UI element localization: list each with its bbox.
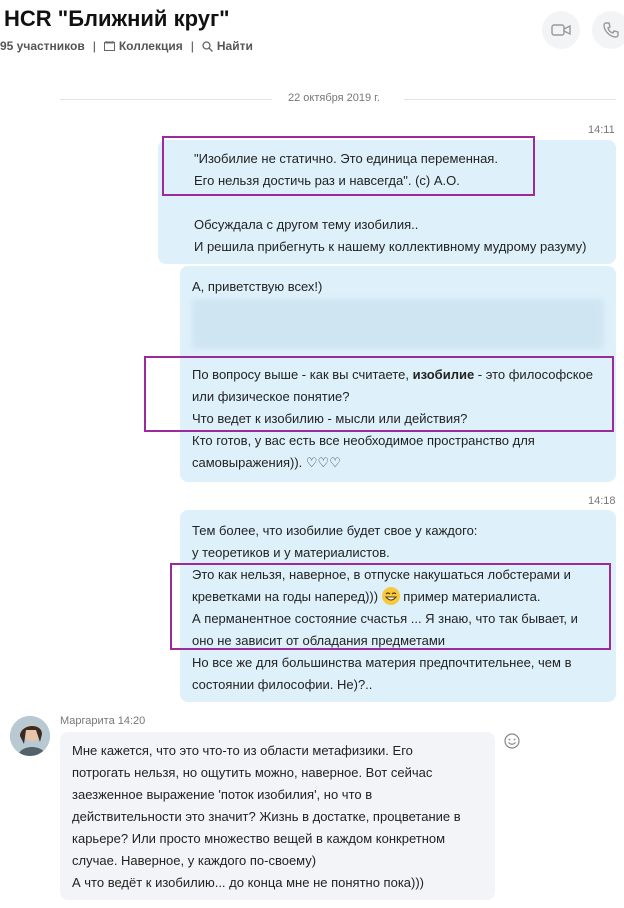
message-line: И решила прибегнуть к нашему коллективному мудрому разуму) bbox=[194, 239, 587, 254]
message-line: А, приветствую всех!) bbox=[192, 279, 323, 294]
message-line: состоянии философии. Не)?.. bbox=[192, 677, 373, 692]
message-line: у теоретиков и у материалистов. bbox=[192, 545, 390, 560]
message-line: действительности это значит? Жизнь в достатке, процветание в bbox=[72, 809, 461, 824]
message-line: Что ведет к изобилию - мысли или действия? bbox=[192, 411, 468, 426]
date-separator bbox=[60, 91, 616, 107]
video-call-button[interactable] bbox=[542, 11, 580, 49]
chat-header bbox=[0, 0, 624, 70]
chat-title[interactable]: HCR "Ближний круг" bbox=[4, 6, 230, 31]
blurred-content bbox=[192, 299, 604, 349]
message-line: Тем более, что изобилие будет свое у каждого: bbox=[192, 523, 478, 538]
message-line: заезженное выражение 'поток изобилия', но что в bbox=[72, 787, 373, 802]
search-icon bbox=[202, 41, 213, 52]
message-line: А перманентное состояние счастья ... Я знаю, что так бывает, и bbox=[192, 611, 578, 626]
find-label: Найти bbox=[216, 39, 253, 53]
audio-call-button[interactable] bbox=[592, 11, 624, 49]
message-line: "Изобилие не статично. Это единица переменная. bbox=[194, 151, 498, 166]
message-line: оно не зависит от обладания предметами bbox=[192, 633, 446, 648]
message-line: Мне кажется, что это что-то из области метафизики. Его bbox=[72, 743, 413, 758]
avatar[interactable] bbox=[10, 716, 50, 756]
reaction-button[interactable] bbox=[503, 732, 521, 750]
message-line: Обсуждала с другом тему изобилия.. bbox=[194, 217, 419, 232]
highlight-box bbox=[144, 356, 614, 432]
message-line: карьере? Или просто множество вещей в каждом конкретном bbox=[72, 831, 446, 846]
message-line: или физическое понятие? bbox=[192, 389, 350, 404]
message-line: По вопросу выше - как вы считаете, изобилие - это философское bbox=[192, 367, 594, 382]
message-line: Кто готов, у вас есть все необходимое пространство для bbox=[192, 433, 535, 448]
collection-icon bbox=[104, 41, 115, 51]
collection-link[interactable] bbox=[104, 39, 183, 53]
sender-name: Маргарита 14:20 bbox=[60, 715, 146, 727]
date-label: 22 октября 2019 г. bbox=[288, 92, 380, 104]
message-line: потрогать нельзя, но ощутить можно, наверное. Вот сейчас bbox=[72, 765, 433, 780]
message-line: Его нельзя достичь раз и навсегда". (с) А.О. bbox=[194, 173, 460, 188]
chat-subbar bbox=[0, 39, 253, 53]
message-time: 14:11 bbox=[588, 124, 615, 136]
phone-icon bbox=[602, 21, 620, 39]
find-link[interactable] bbox=[202, 39, 253, 53]
separator: | bbox=[190, 39, 194, 53]
collection-label: Коллекция bbox=[118, 39, 183, 53]
message-time: 14:18 bbox=[588, 495, 616, 507]
message-line: креветками на годы наперед))) пример материалиста. bbox=[192, 589, 541, 604]
separator: | bbox=[92, 39, 96, 53]
message-line: А что ведёт к изобилию... до конца мне не понятно пока))) bbox=[72, 875, 425, 890]
message-line: Но все же для большинства материя предпочтительнее, чем в bbox=[192, 655, 572, 670]
members-count[interactable]: 95 участников bbox=[0, 39, 85, 53]
message-line: Это как нельзя, наверное, в отпуске накушаться лобстерами и bbox=[192, 567, 571, 582]
video-camera-icon bbox=[551, 23, 571, 37]
message-line: случае. Наверное, у каждого по-своему) bbox=[72, 853, 317, 868]
smiley-reaction-icon bbox=[503, 732, 521, 750]
incoming-message-bubble[interactable] bbox=[60, 732, 495, 900]
highlight-box bbox=[170, 563, 611, 650]
highlight-box bbox=[162, 136, 535, 196]
message-line: самовыражения)). ♡♡♡ bbox=[192, 455, 341, 470]
